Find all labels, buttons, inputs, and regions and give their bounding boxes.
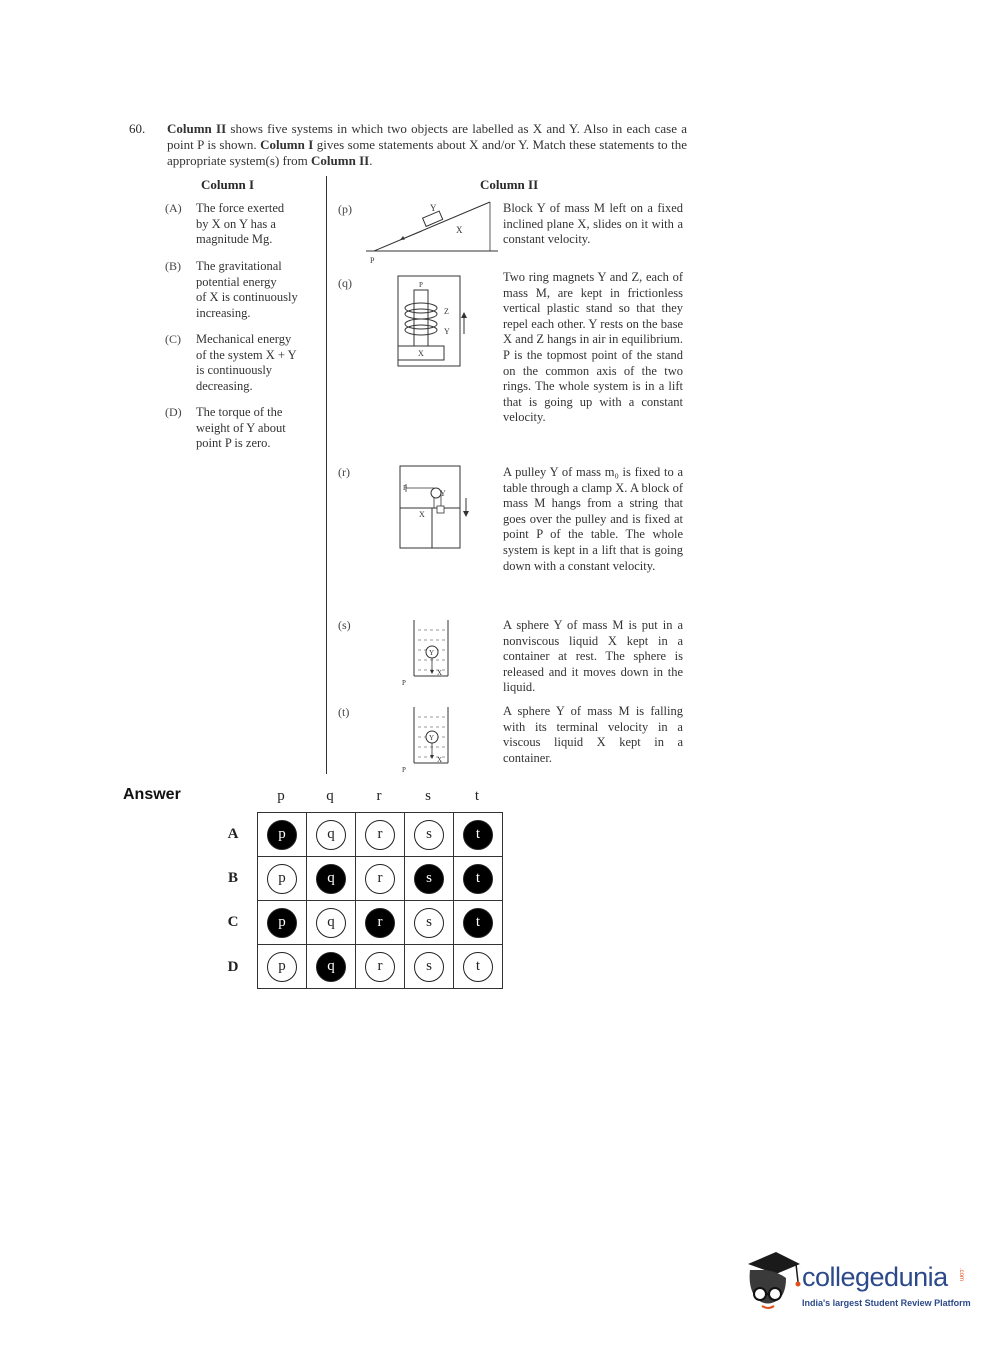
diagram-s-label-p: P (402, 679, 406, 687)
diagram-q-label-p: P (419, 281, 423, 289)
brand-domain-suffix: .com (958, 1268, 964, 1282)
answer-bubble-c-q[interactable]: q (316, 908, 346, 938)
answer-column-r: r (376, 788, 382, 804)
diagram-t-label-p: P (402, 766, 406, 774)
answer-cell (356, 901, 405, 945)
diagram-t-label-y: Y (429, 734, 435, 742)
question-text-part: . (369, 153, 373, 168)
diagram-sphere-nonviscous (398, 616, 458, 688)
question-text-part: Column II (311, 153, 370, 168)
answer-cell (356, 945, 405, 989)
answer-bubble-a-q[interactable]: q (316, 820, 346, 850)
column-ii-label-t: (t) (338, 705, 350, 719)
column-i-statement-d: The torque of the weight of Y about point P is zero. (196, 405, 286, 450)
column-ii-text-r: A pulley Y of mass m₀ is fixed to a table through a clamp X. A block of mass M hangs from a string that goes over the pulley and is fixed at point P of the table. The whole system is kept in a lift that is going down with a constant velocity. (503, 465, 683, 573)
answer-bubble-c-s[interactable]: s (414, 908, 444, 938)
question-text (167, 121, 687, 169)
answer-bubble-b-t[interactable]: t (463, 864, 493, 894)
answer-column-p: p (277, 788, 285, 804)
answer-row-label-d: D (227, 959, 239, 975)
collegedunia-mascot-icon (742, 1248, 802, 1314)
diagram-s-label-x: X (437, 669, 443, 677)
column-i-statement-b: The gravitational potential energy of X is continuously increasing. (196, 259, 298, 320)
column-i-statement-a: The force exerted by X on Y has a magnitude Mg. (196, 201, 285, 246)
answer-bubble-c-p[interactable]: p (267, 908, 297, 938)
column-ii-label-p: (p) (338, 202, 352, 216)
diagram-s-label-y: Y (429, 649, 435, 657)
answer-bubble-d-p[interactable]: p (267, 952, 297, 982)
answer-cell (454, 901, 503, 945)
column-ii-text-s: A sphere Y of mass M is put in a nonviscous liquid X kept in a container at rest. The sphere is released and it moves down in the liquid. (503, 618, 683, 695)
diagram-sphere-viscous (398, 703, 458, 775)
column-ii-text-t: A sphere Y of mass M is falling with its terminal velocity in a viscous liquid X kept in a container. (503, 704, 683, 765)
diagram-pulley-table (396, 462, 486, 552)
diagram-q-label-y: Y (444, 327, 450, 336)
answer-row (258, 813, 503, 857)
answer-cell (307, 857, 356, 901)
answer-bubble-a-t[interactable]: t (463, 820, 493, 850)
brand-name: collegedunia (802, 1262, 948, 1292)
answer-bubble-d-s[interactable]: s (414, 952, 444, 982)
answer-bubble-grid (257, 812, 503, 989)
answer-column-q: q (326, 788, 334, 804)
answer-row-label-b: B (227, 870, 238, 886)
column-i-label-b: (B) (165, 259, 181, 273)
answer-bubble-c-t[interactable]: t (463, 908, 493, 938)
diagram-t-label-x: X (437, 756, 443, 764)
answer-row-label-a: A (227, 826, 239, 842)
question-text-part: Column I (260, 137, 314, 152)
answer-bubble-b-q[interactable]: q (316, 864, 346, 894)
diagram-r-label-p: P (403, 484, 407, 492)
answer-cell (258, 857, 307, 901)
answer-bubble-d-q[interactable]: q (316, 952, 346, 982)
column-ii-heading: Column II (480, 177, 539, 192)
answer-cell (454, 857, 503, 901)
answer-bubble-a-r[interactable]: r (365, 820, 395, 850)
answer-bubble-c-r[interactable]: r (365, 908, 395, 938)
column-ii-label-s: (s) (338, 618, 351, 632)
question-number: 60. (129, 121, 146, 136)
diagram-inclined-plane (362, 196, 502, 266)
column-i-label-c: (C) (165, 332, 181, 346)
answer-bubble-b-p[interactable]: p (267, 864, 297, 894)
column-ii-label-r: (r) (338, 465, 350, 479)
answer-bubble-a-p[interactable]: p (267, 820, 297, 850)
answer-cell (307, 945, 356, 989)
question-text-part: shows five systems in which two objects are labelled as X and Y. Also in each case a point P is shown. (167, 121, 687, 152)
brand-tagline: India's largest Student Review Platform (802, 1298, 971, 1308)
diagram-p-label-x: X (456, 225, 463, 235)
answer-column-s: s (425, 788, 431, 804)
answer-cell (356, 857, 405, 901)
diagram-q-label-x: X (418, 349, 424, 358)
diagram-p-label-p: P (370, 256, 375, 265)
answer-row (258, 945, 503, 989)
diagram-r-label-x: X (419, 510, 425, 519)
diagram-p-label-y: Y (430, 203, 437, 213)
answer-row-label-c: C (227, 914, 239, 930)
question-text-part: Column II (167, 121, 227, 136)
column-i-statement-c: Mechanical energy of the system X + Y is continuously decreasing. (196, 332, 297, 393)
answer-bubble-b-r[interactable]: r (365, 864, 395, 894)
diagram-ring-magnets (392, 272, 482, 372)
answer-cell (405, 813, 454, 857)
answer-cell (454, 813, 503, 857)
column-i-label-a: (A) (165, 201, 182, 215)
column-ii-text-q: Two ring magnets Y and Z, each of mass M, are kept in frictionless vertical plastic stand so that they repel each other. Y rests on the base X and Z hangs in air in equilibrium. P is the topmost point of the stand on the common axis of the two rings. The whole system is in a lift that is going up with a constant velocity. (503, 270, 683, 425)
answer-column-t: t (474, 788, 480, 804)
column-i-heading: Column I (201, 177, 255, 192)
diagram-q-label-z: Z (444, 307, 449, 316)
answer-cell (405, 901, 454, 945)
answer-cell (356, 813, 405, 857)
answer-cell (454, 945, 503, 989)
column-ii-label-q: (q) (338, 276, 352, 290)
question-text-part: gives some statements about X and/or Y. Match these statements to the appropriate system(s) from (167, 137, 687, 168)
column-ii-text-p: Block Y of mass M left on a fixed inclined plane X, slides on it with a constant velocity. (503, 201, 683, 247)
answer-label: Answer (123, 786, 181, 803)
answer-row (258, 857, 503, 901)
answer-cell (258, 813, 307, 857)
answer-row (258, 901, 503, 945)
answer-cell (307, 901, 356, 945)
answer-cell (405, 857, 454, 901)
answer-bubble-d-t[interactable]: t (463, 952, 493, 982)
column-divider (326, 176, 327, 774)
answer-cell (307, 813, 356, 857)
diagram-r-label-y: Y (440, 489, 446, 498)
answer-cell (405, 945, 454, 989)
column-i-label-d: (D) (165, 405, 182, 419)
answer-cell (258, 945, 307, 989)
answer-bubble-a-s[interactable]: s (414, 820, 444, 850)
answer-bubble-b-s[interactable]: s (414, 864, 444, 894)
answer-cell (258, 901, 307, 945)
answer-bubble-d-r[interactable]: r (365, 952, 395, 982)
